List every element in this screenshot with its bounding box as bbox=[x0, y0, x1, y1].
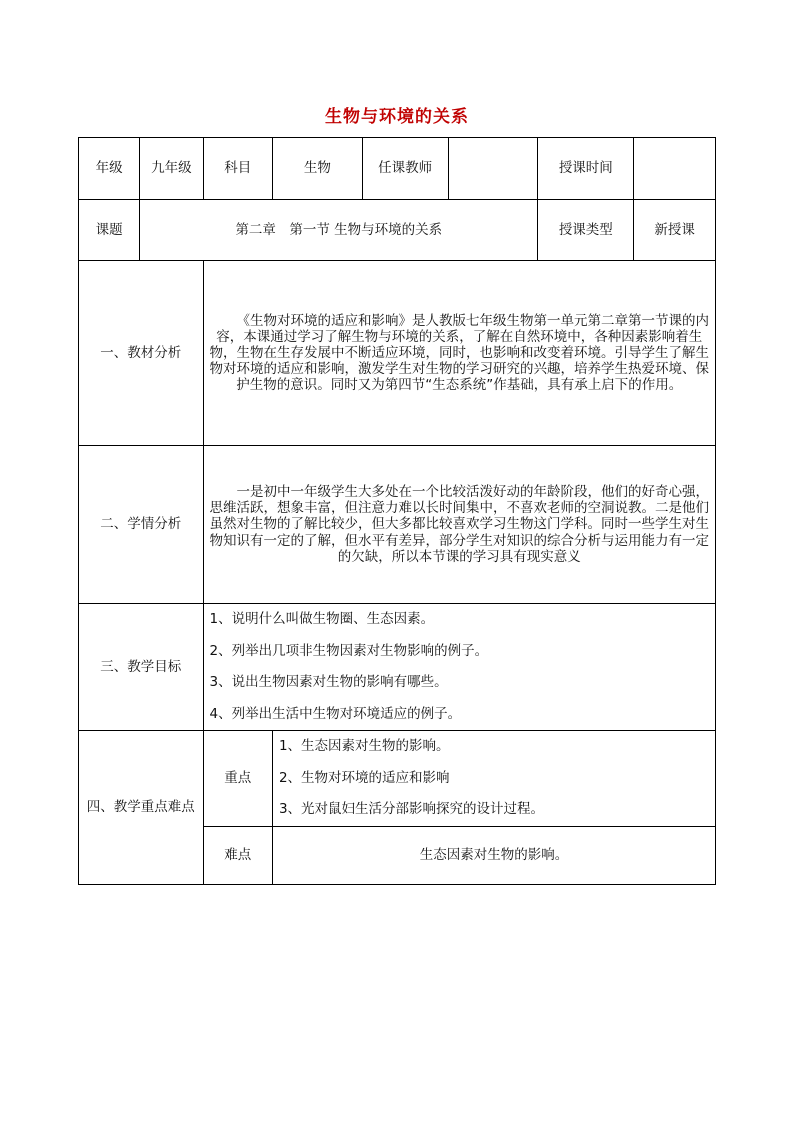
student-analysis-text: 一是初中一年级学生大多处在一个比较活泼好动的年龄阶段，他们的好奇心强，思维活跃，想象丰富，但注意力难以长时间集中，不喜欢老师的空洞说教。二是他们虽然对生物的了解比较少，但大多都比较喜欢学习生物这门学科。同时一些学生对生物知识有一定的了解，但水平有差异，部分学生对知识的综合分析与运用能力有一定的欠缺，所以本节课的学习具有现实意义 bbox=[203, 446, 715, 604]
key-difficult-label: 四、教学重点难点 bbox=[79, 731, 204, 885]
document-title: 生物与环境的关系 bbox=[325, 107, 469, 127]
teaching-goals-list bbox=[203, 604, 715, 731]
teacher-value bbox=[448, 138, 538, 200]
type-value: 新授课 bbox=[634, 200, 716, 261]
student-analysis-row bbox=[79, 446, 716, 604]
goal-item: 3、说出生物因素对生物的影响有哪些。 bbox=[209, 674, 448, 690]
key-point-list bbox=[272, 731, 715, 827]
student-analysis-label: 二、学情分析 bbox=[79, 446, 204, 604]
time-label: 授课时间 bbox=[538, 138, 634, 200]
teacher-label: 任课教师 bbox=[362, 138, 448, 200]
textbook-analysis-label: 一、教材分析 bbox=[79, 261, 204, 446]
difficult-point-label: 难点 bbox=[203, 826, 272, 884]
key-point-label: 重点 bbox=[203, 731, 272, 827]
key-points-row bbox=[79, 731, 716, 827]
topic-label: 课题 bbox=[79, 200, 140, 261]
lesson-plan-table bbox=[78, 137, 716, 885]
grade-value: 九年级 bbox=[140, 138, 203, 200]
key-point-item: 2、生物对环境的适应和影响 bbox=[278, 769, 450, 786]
goal-item: 4、列举出生活中生物对环境适应的例子。 bbox=[209, 705, 462, 722]
header-row-1 bbox=[79, 138, 716, 200]
key-point-item: 1、生态因素对生物的影响。 bbox=[278, 738, 450, 754]
teaching-goals-row bbox=[79, 604, 716, 731]
topic-value: 第二章 第一节 生物与环境的关系 bbox=[140, 200, 538, 261]
header-row-2 bbox=[79, 200, 716, 261]
time-value bbox=[634, 138, 716, 200]
difficult-point-text: 生态因素对生物的影响。 bbox=[272, 826, 715, 884]
textbook-analysis-row bbox=[79, 261, 716, 446]
subject-value: 生物 bbox=[272, 138, 362, 200]
goal-item: 2、列举出几项非生物因素对生物影响的例子。 bbox=[209, 642, 489, 659]
textbook-analysis-text: 《生物对环境的适应和影响》是人教版七年级生物第一单元第二章第一节课的内容，本课通过学习了解生物与环境的关系，了解在自然环境中，各种因素影响着生物，生物在生存发展中不断适应环境，同时，也影响和改变着环境。引导学生了解生物对环境的适应和影响，激发学生对生物的学习研究的兴趣，培养学生热爱环境、保护生物的意识。同时又为第四节“生态系统”作基础，具有承上启下的作用。 bbox=[203, 261, 715, 446]
teaching-goals-label: 三、教学目标 bbox=[79, 604, 204, 731]
goal-item: 1、说明什么叫做生物圈、生态因素。 bbox=[209, 611, 435, 627]
grade-label: 年级 bbox=[79, 138, 140, 200]
subject-label: 科目 bbox=[203, 138, 272, 200]
key-point-item: 3、光对鼠妇生活分部影响探究的设计过程。 bbox=[278, 801, 545, 817]
type-label: 授课类型 bbox=[538, 200, 634, 261]
